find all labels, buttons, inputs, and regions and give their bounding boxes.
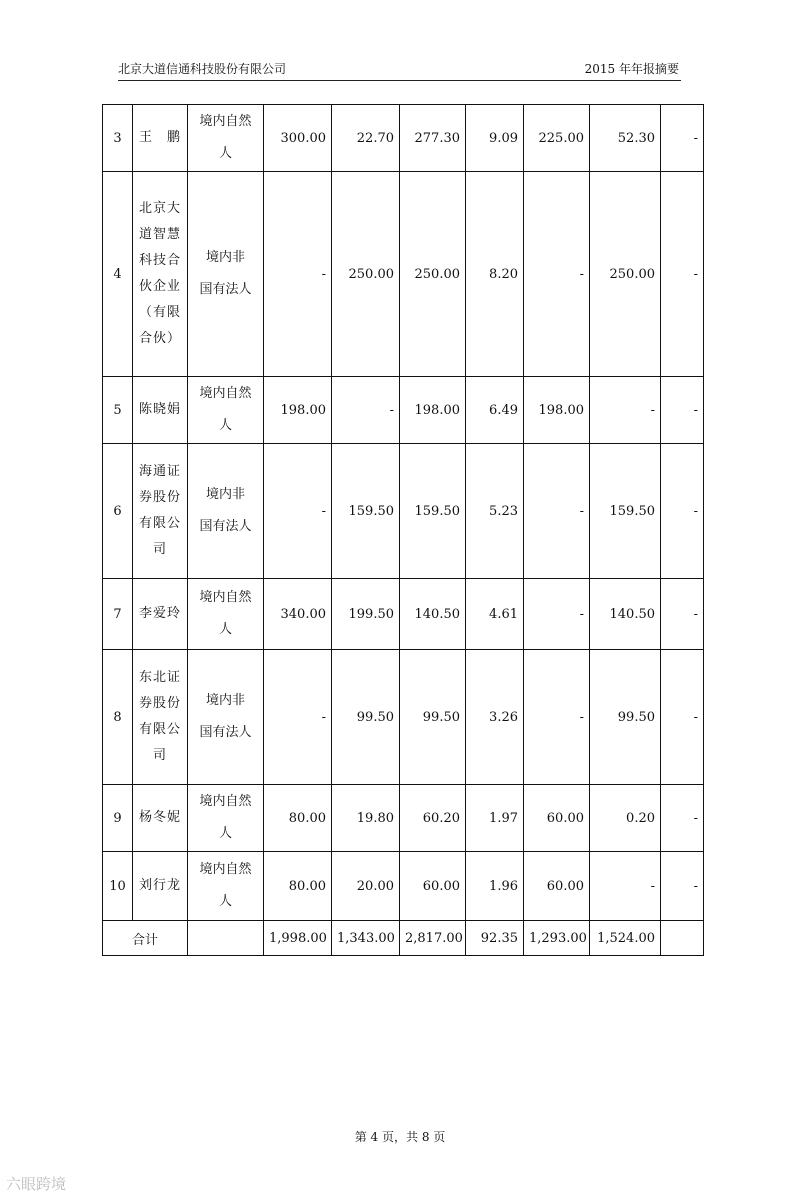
shareholder-name-line: 北京大	[138, 201, 181, 216]
value-cell-6: 0.20	[590, 785, 661, 852]
value-cell-2: 199.50	[332, 579, 400, 650]
shareholder-type-line: 国有法人	[199, 519, 252, 534]
shareholder-name-line: 伙企业	[138, 279, 181, 294]
shareholder-type-line: 境内非	[205, 693, 245, 708]
row-index: 4	[103, 172, 133, 377]
shareholder-name-line: 杨冬妮	[138, 810, 181, 825]
row-index: 8	[103, 650, 133, 785]
value-cell-3: 277.30	[400, 105, 466, 172]
value-cell-3: 60.20	[400, 785, 466, 852]
shareholder-name-line: 合伙）	[138, 331, 181, 346]
shareholder-type	[188, 105, 264, 172]
shareholder-type	[188, 377, 264, 444]
value-cell-5: -	[524, 444, 590, 579]
shareholder-type-line: 人	[218, 826, 232, 841]
value-cell-2: 250.00	[332, 172, 400, 377]
value-cell-5: 60.00	[524, 785, 590, 852]
value-cell-4: 4.61	[466, 579, 524, 650]
shareholder-name-line: 券股份	[138, 490, 181, 505]
total-value-2: 1,343.00	[332, 921, 400, 956]
page-header	[118, 60, 681, 81]
shareholder-name	[133, 172, 188, 377]
shareholder-type	[188, 172, 264, 377]
value-cell-5: 60.00	[524, 852, 590, 921]
shareholders-table	[102, 104, 704, 956]
total-type-cell	[188, 921, 264, 956]
shareholder-name	[133, 377, 188, 444]
shareholder-type-line: 人	[218, 418, 232, 433]
value-cell-2: -	[332, 377, 400, 444]
value-cell-1: -	[264, 444, 332, 579]
value-cell-3: 250.00	[400, 172, 466, 377]
value-cell-6: 159.50	[590, 444, 661, 579]
shareholder-type	[188, 785, 264, 852]
value-cell-3: 198.00	[400, 377, 466, 444]
shareholder-type	[188, 650, 264, 785]
value-cell-6: 52.30	[590, 105, 661, 172]
shareholder-name-line: 券股份	[138, 696, 181, 711]
shareholder-name-line: 道智慧	[138, 227, 181, 242]
shareholder-name-line: 司	[152, 748, 167, 763]
value-cell-5: 225.00	[524, 105, 590, 172]
shareholder-name-line: （有限	[138, 305, 181, 320]
shareholder-name-line: 刘行龙	[138, 878, 181, 893]
table-row	[103, 377, 704, 444]
value-cell-4: 3.26	[466, 650, 524, 785]
value-cell-7: -	[661, 377, 704, 444]
shareholder-name	[133, 444, 188, 579]
shareholder-type-line: 人	[218, 894, 232, 909]
table-row	[103, 172, 704, 377]
table-row	[103, 785, 704, 852]
table-row	[103, 105, 704, 172]
shareholder-type-line: 境内自然	[199, 114, 252, 129]
total-value-5: 1,293.00	[524, 921, 590, 956]
table-row	[103, 444, 704, 579]
value-cell-7: -	[661, 579, 704, 650]
value-cell-3: 140.50	[400, 579, 466, 650]
value-cell-7: -	[661, 785, 704, 852]
value-cell-1: 80.00	[264, 852, 332, 921]
shareholder-type-line: 境内自然	[199, 862, 252, 877]
report-title: 2015 年年报摘要	[584, 62, 679, 76]
shareholder-name	[133, 105, 188, 172]
shareholder-name	[133, 852, 188, 921]
total-value-7	[661, 921, 704, 956]
page-footer: 第 4 页，共 8 页	[354, 1130, 446, 1144]
value-cell-5: -	[524, 579, 590, 650]
value-cell-1: 198.00	[264, 377, 332, 444]
shareholder-type-line: 境内自然	[199, 386, 252, 401]
value-cell-1: -	[264, 650, 332, 785]
value-cell-2: 22.70	[332, 105, 400, 172]
shareholder-type	[188, 444, 264, 579]
row-index: 10	[103, 852, 133, 921]
shareholder-name-line: 王 鹏	[138, 130, 181, 145]
value-cell-1: 80.00	[264, 785, 332, 852]
total-value-4: 92.35	[466, 921, 524, 956]
shareholder-type-line: 境内非	[205, 250, 245, 265]
row-index: 6	[103, 444, 133, 579]
row-index: 9	[103, 785, 133, 852]
value-cell-5: 198.00	[524, 377, 590, 444]
shareholder-type-line: 人	[218, 146, 232, 161]
table-row	[103, 852, 704, 921]
total-row	[103, 921, 704, 956]
value-cell-2: 20.00	[332, 852, 400, 921]
table-row	[103, 579, 704, 650]
value-cell-4: 9.09	[466, 105, 524, 172]
value-cell-7: -	[661, 172, 704, 377]
total-value-6: 1,524.00	[590, 921, 661, 956]
table-row	[103, 650, 704, 785]
shareholder-name-line: 有限公	[138, 722, 181, 737]
shareholder-name-line: 海通证	[138, 464, 181, 479]
shareholder-name-line: 东北证	[138, 670, 181, 685]
shareholder-name-line: 陈晓娟	[138, 402, 181, 417]
value-cell-4: 1.96	[466, 852, 524, 921]
row-index: 5	[103, 377, 133, 444]
shareholder-name-line: 司	[152, 542, 167, 557]
shareholder-name	[133, 579, 188, 650]
shareholder-type-line: 境内自然	[199, 794, 252, 809]
value-cell-6: -	[590, 852, 661, 921]
total-value-3: 2,817.00	[400, 921, 466, 956]
shareholder-type-line: 国有法人	[199, 282, 252, 297]
shareholder-type-line: 国有法人	[199, 725, 252, 740]
value-cell-2: 19.80	[332, 785, 400, 852]
shareholder-name-line: 李爱玲	[138, 606, 181, 621]
shareholder-type-line: 人	[218, 622, 232, 637]
shareholder-type-line: 境内自然	[199, 590, 252, 605]
value-cell-7: -	[661, 444, 704, 579]
shareholder-type	[188, 579, 264, 650]
value-cell-6: 250.00	[590, 172, 661, 377]
total-value-1: 1,998.00	[264, 921, 332, 956]
value-cell-1: 340.00	[264, 579, 332, 650]
shareholder-name-line: 有限公	[138, 516, 181, 531]
value-cell-6: 99.50	[590, 650, 661, 785]
value-cell-4: 6.49	[466, 377, 524, 444]
value-cell-3: 159.50	[400, 444, 466, 579]
company-name: 北京大道信通科技股份有限公司	[118, 62, 287, 76]
value-cell-4: 1.97	[466, 785, 524, 852]
value-cell-1: -	[264, 172, 332, 377]
row-index: 3	[103, 105, 133, 172]
value-cell-6: 140.50	[590, 579, 661, 650]
value-cell-4: 8.20	[466, 172, 524, 377]
value-cell-7: -	[661, 650, 704, 785]
shareholder-name	[133, 650, 188, 785]
total-label: 合计	[103, 921, 188, 956]
value-cell-7: -	[661, 105, 704, 172]
value-cell-3: 99.50	[400, 650, 466, 785]
value-cell-7: -	[661, 852, 704, 921]
value-cell-1: 300.00	[264, 105, 332, 172]
value-cell-3: 60.00	[400, 852, 466, 921]
row-index: 7	[103, 579, 133, 650]
shareholder-type-line: 境内非	[205, 487, 245, 502]
shareholder-name	[133, 785, 188, 852]
watermark: 六眼跨境	[6, 1175, 67, 1193]
value-cell-5: -	[524, 172, 590, 377]
value-cell-4: 5.23	[466, 444, 524, 579]
shareholder-name-line: 科技合	[138, 253, 181, 268]
value-cell-5: -	[524, 650, 590, 785]
value-cell-6: -	[590, 377, 661, 444]
value-cell-2: 159.50	[332, 444, 400, 579]
value-cell-2: 99.50	[332, 650, 400, 785]
shareholder-type	[188, 852, 264, 921]
